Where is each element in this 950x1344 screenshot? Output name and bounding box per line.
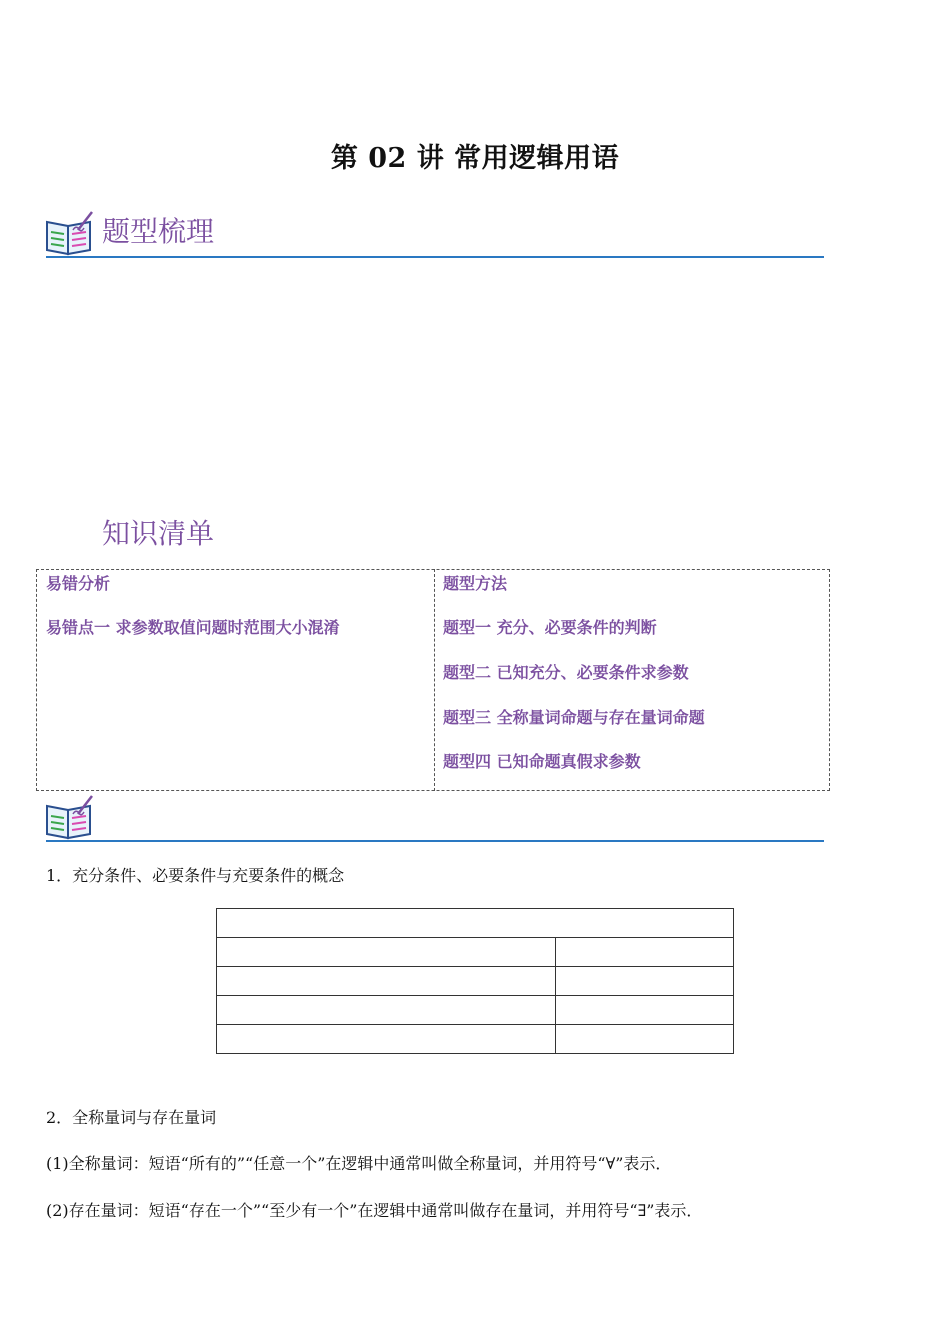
table-cell [217, 996, 556, 1025]
section-heading-knowledge: 知识清单 [102, 517, 215, 550]
open-book-pen-icon [44, 210, 96, 256]
concept-table [216, 908, 734, 1054]
table-header-cell [217, 909, 734, 938]
table-cell [556, 1025, 734, 1054]
concept-point-2: 2．全称量词与存在量词 [46, 1108, 217, 1127]
existential-quantifier-text: (2)存在量词：短语“存在一个”“至少有一个”在逻辑中通常叫做存在量词，并用符号“∃”表示． [46, 1201, 703, 1220]
overview-box [36, 569, 830, 791]
question-method-title: 题型方法 [443, 574, 508, 593]
table-cell [556, 996, 734, 1025]
open-book-pen-icon [44, 794, 96, 840]
question-type-item: 题型三 全称量词命题与存在量词命题 [443, 708, 705, 727]
section-divider [46, 256, 824, 258]
error-point-item: 易错点一 求参数取值问题时范围大小混淆 [46, 618, 340, 637]
question-type-item: 题型四 已知命题真假求参数 [443, 752, 641, 771]
section-divider [46, 840, 824, 842]
question-type-item: 题型一 充分、必要条件的判断 [443, 618, 657, 637]
table-row [217, 909, 734, 938]
error-analysis-title: 易错分析 [46, 574, 111, 593]
table-row [217, 996, 734, 1025]
table-cell [556, 938, 734, 967]
overview-box-divider [434, 569, 435, 791]
table-row [217, 967, 734, 996]
table-cell [217, 1025, 556, 1054]
table-cell [217, 967, 556, 996]
table-cell [217, 938, 556, 967]
universal-quantifier-text: (1)全称量词：短语“所有的”“任意一个”在逻辑中通常叫做全称量词，并用符号“∀”表示． [46, 1154, 672, 1173]
table-row [217, 938, 734, 967]
concept-point-1: 1．充分条件、必要条件与充要条件的概念 [46, 866, 345, 885]
table-row [217, 1025, 734, 1054]
table-cell [556, 967, 734, 996]
question-type-item: 题型二 已知充分、必要条件求参数 [443, 663, 689, 682]
document-title: 第 02 讲 常用逻辑用语 [330, 143, 620, 174]
section-heading-outline: 题型梳理 [102, 215, 215, 248]
